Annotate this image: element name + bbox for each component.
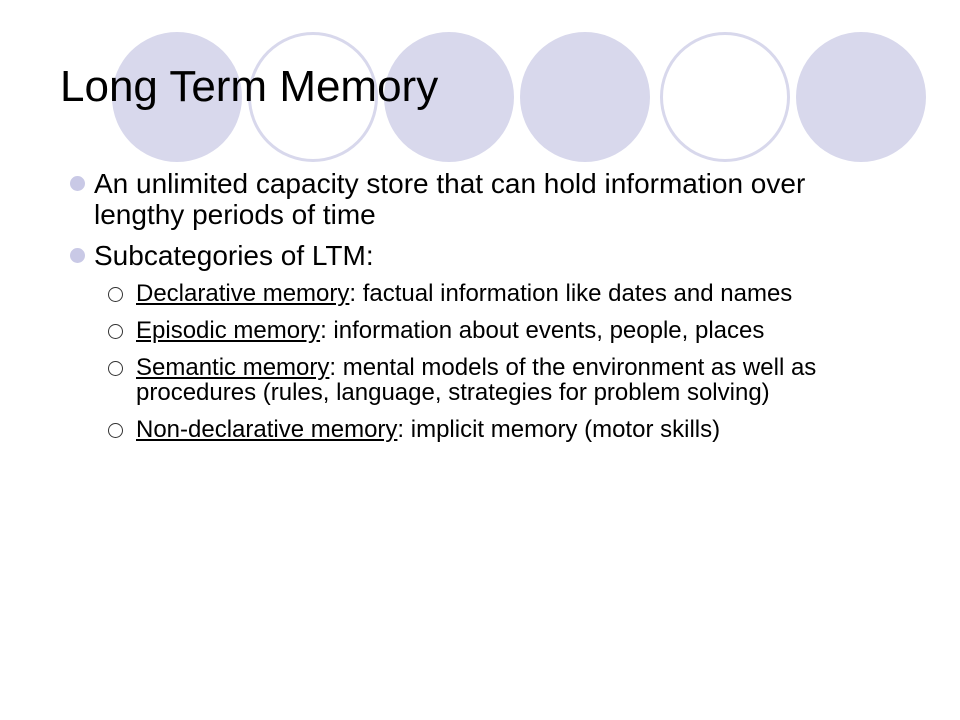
bullet-item — [70, 168, 890, 230]
sub-bullet-term: Declarative memory — [136, 280, 350, 307]
slide-body — [70, 168, 890, 454]
sub-bullet-item — [70, 318, 890, 343]
ring-bullet-icon — [108, 287, 123, 302]
ring-bullet-icon — [108, 361, 123, 376]
filled-circle-bullet-icon — [70, 248, 85, 263]
filled-circle-bullet-icon — [70, 176, 85, 191]
ring-bullet-icon — [108, 324, 123, 339]
decorative-circle-icon — [796, 32, 926, 162]
sub-bullet-term: Episodic memory — [136, 317, 321, 344]
sub-bullet-text: : factual information like dates and names — [349, 280, 793, 307]
sub-bullet-item — [70, 281, 890, 306]
decorative-ring-icon — [660, 32, 790, 162]
sub-bullet-text: : mental models of the environment as well as procedures (rules, language, strategies for problem solving) — [136, 354, 817, 406]
sub-bullet-term: Non-declarative memory — [136, 416, 398, 443]
bullet-item — [70, 240, 890, 271]
sub-bullet-item — [70, 417, 890, 442]
decorative-circle-icon — [520, 32, 650, 162]
sub-bullet-text: : implicit memory (motor skills) — [397, 416, 721, 443]
sub-bullet-term: Semantic memory — [136, 354, 330, 381]
bullet-text: Subcategories of LTM: — [94, 240, 374, 271]
slide-title: Long Term Memory — [60, 62, 439, 111]
ring-bullet-icon — [108, 423, 123, 438]
sub-bullet-text: : information about events, people, places — [320, 317, 765, 344]
bullet-text: An unlimited capacity store that can hold information over lengthy periods of time — [94, 168, 806, 230]
sub-bullet-item — [70, 355, 890, 405]
